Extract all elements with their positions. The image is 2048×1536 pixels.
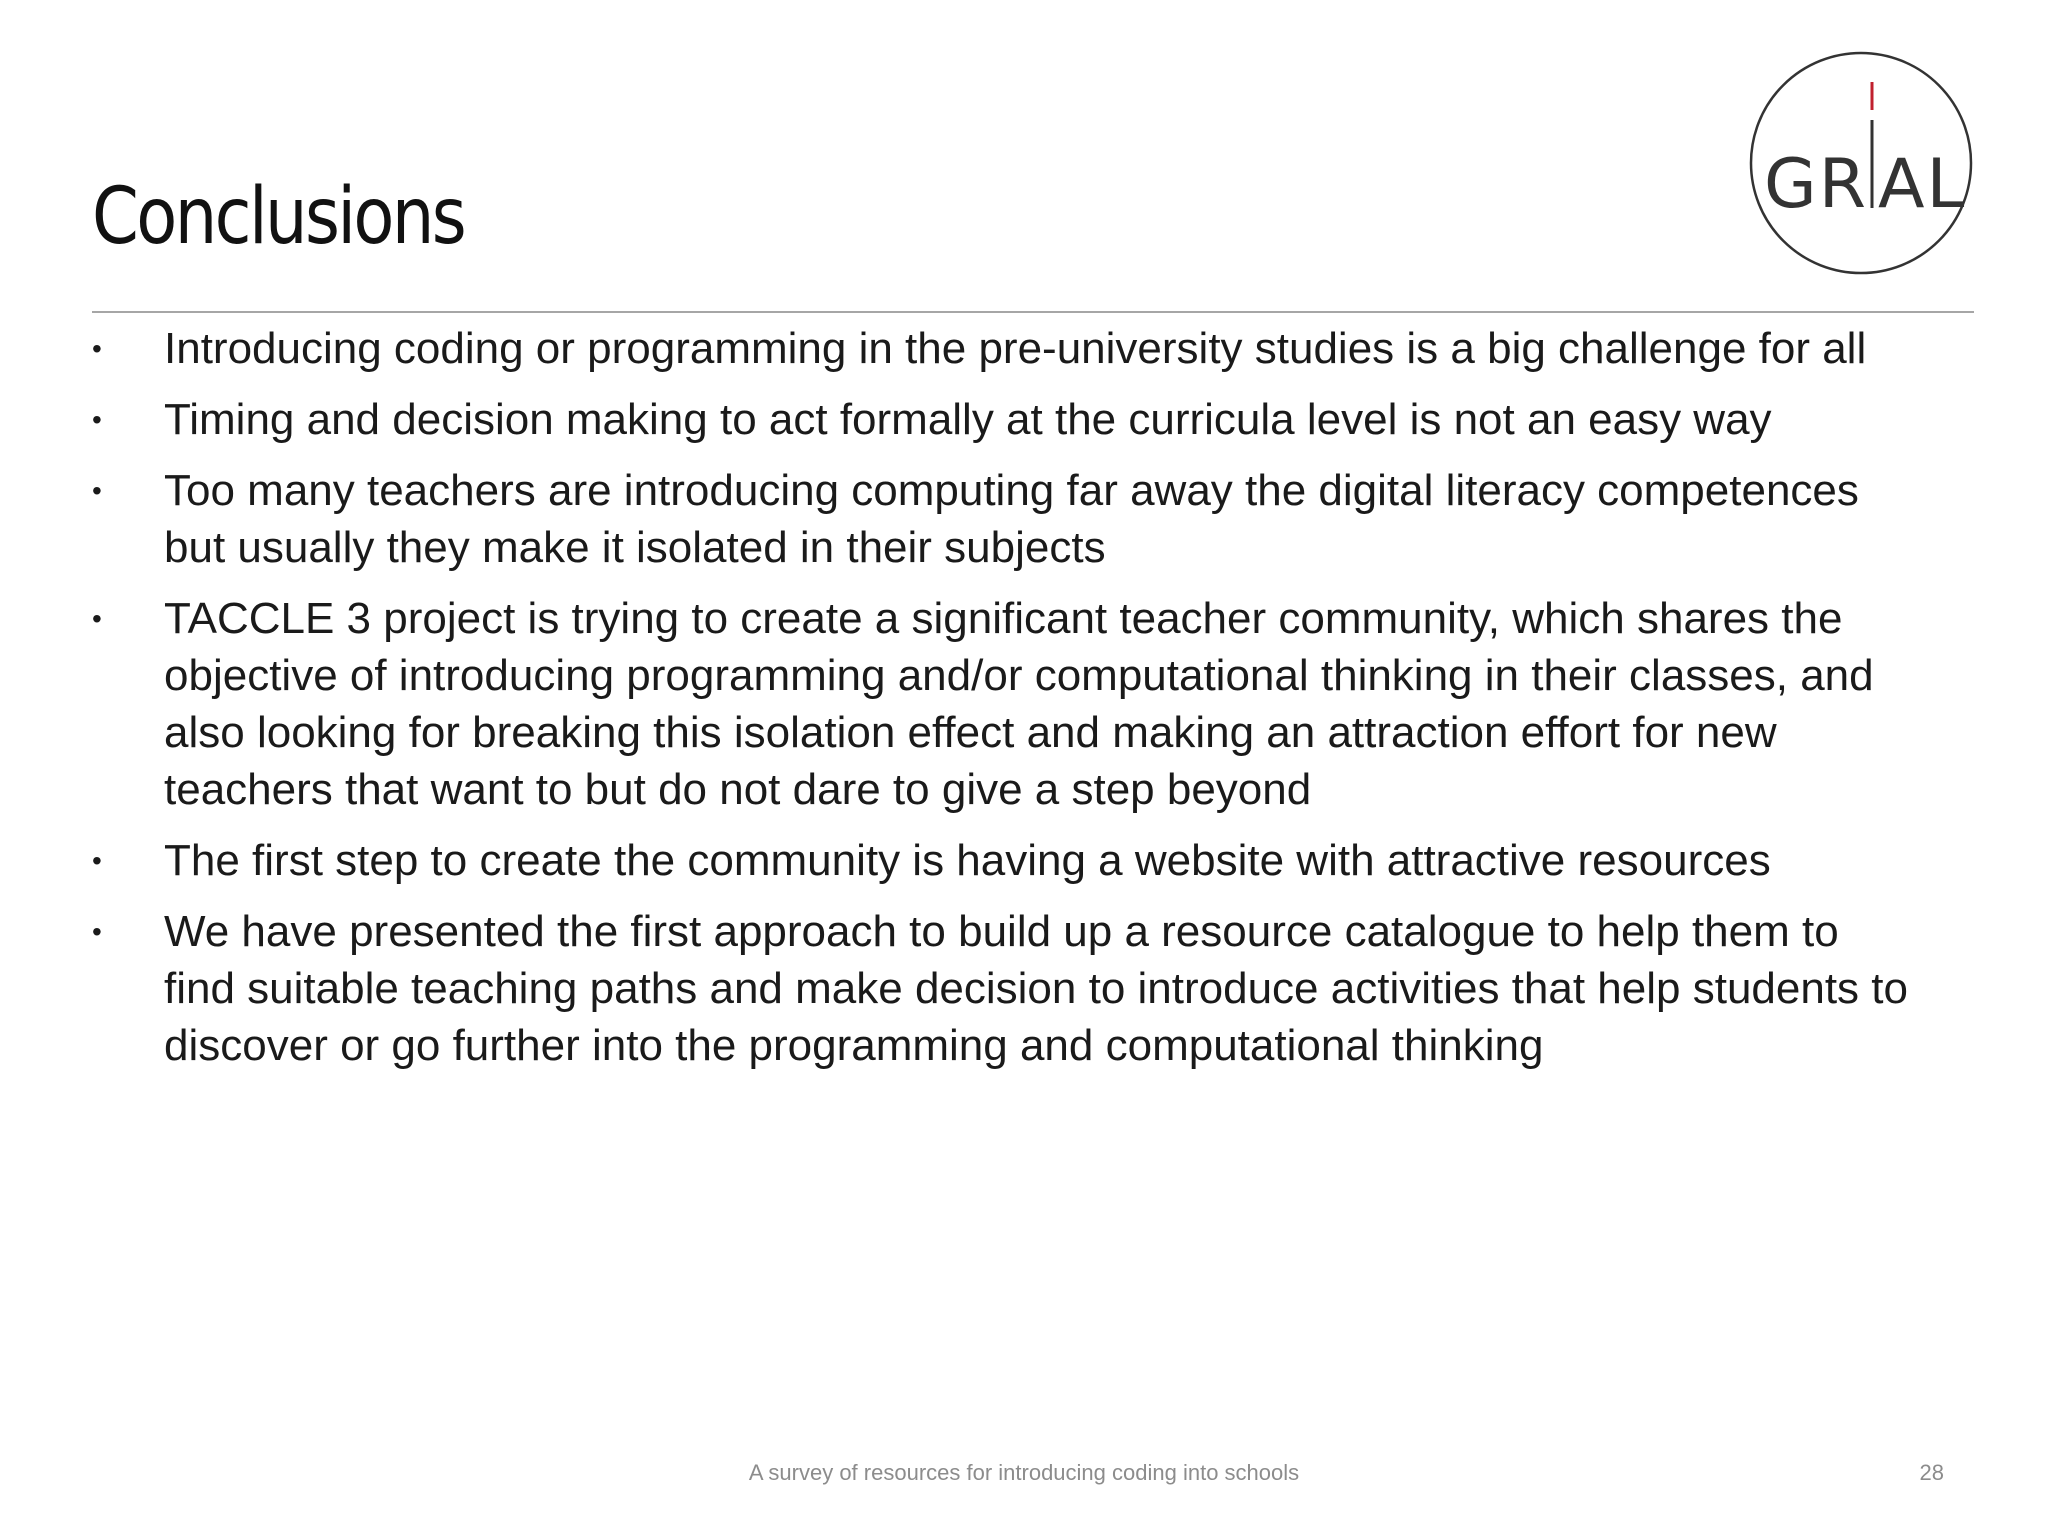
list-item xyxy=(92,391,1912,448)
page-number: 28 xyxy=(1919,1460,1944,1485)
bullet-text: We have presented the first approach to build up a resource catalogue to help them to find suitable teaching paths and make decision to introduce activities that help students to discover or go further into the programming and computational thinking xyxy=(164,907,1908,1070)
grial-logo-icon xyxy=(1748,50,1974,276)
bullet-icon: • xyxy=(92,404,102,435)
bullet-text: TACCLE 3 project is trying to create a significant teacher community, which shares the objective of introducing programming and/or computational thinking in their classes, and also looking for breaking this isolation effect and making an attraction effort for new teachers that want to but do not dare to give a step beyond xyxy=(164,594,1874,814)
slide-title: Conclusions xyxy=(92,172,465,262)
bullet-icon: • xyxy=(92,475,102,506)
bullet-icon: • xyxy=(92,603,102,634)
list-item xyxy=(92,320,1912,377)
list-item xyxy=(92,590,1912,818)
bullet-icon: • xyxy=(92,916,102,947)
bullet-icon: • xyxy=(92,845,102,876)
bullet-text: Timing and decision making to act formally at the curricula level is not an easy way xyxy=(164,395,1772,444)
list-item xyxy=(92,462,1912,576)
bullet-text: Too many teachers are introducing computing far away the digital literacy competences but usually they make it isolated in their subjects xyxy=(164,466,1859,572)
grial-logo xyxy=(1748,50,1974,276)
logo-text-left: GR xyxy=(1764,145,1868,224)
footer-title: A survey of resources for introducing coding into schools xyxy=(748,1460,1300,1485)
list-item xyxy=(92,832,1912,889)
bullet-icon: • xyxy=(92,333,102,364)
title-divider xyxy=(92,311,1974,313)
list-item xyxy=(92,903,1912,1074)
bullet-text: Introducing coding or programming in the pre-university studies is a big challenge for all xyxy=(164,324,1867,373)
bullet-text: The first step to create the community is having a website with attractive resources xyxy=(164,836,1771,885)
logo-text-right: AL xyxy=(1878,145,1967,224)
conclusions-list xyxy=(92,320,1912,1088)
